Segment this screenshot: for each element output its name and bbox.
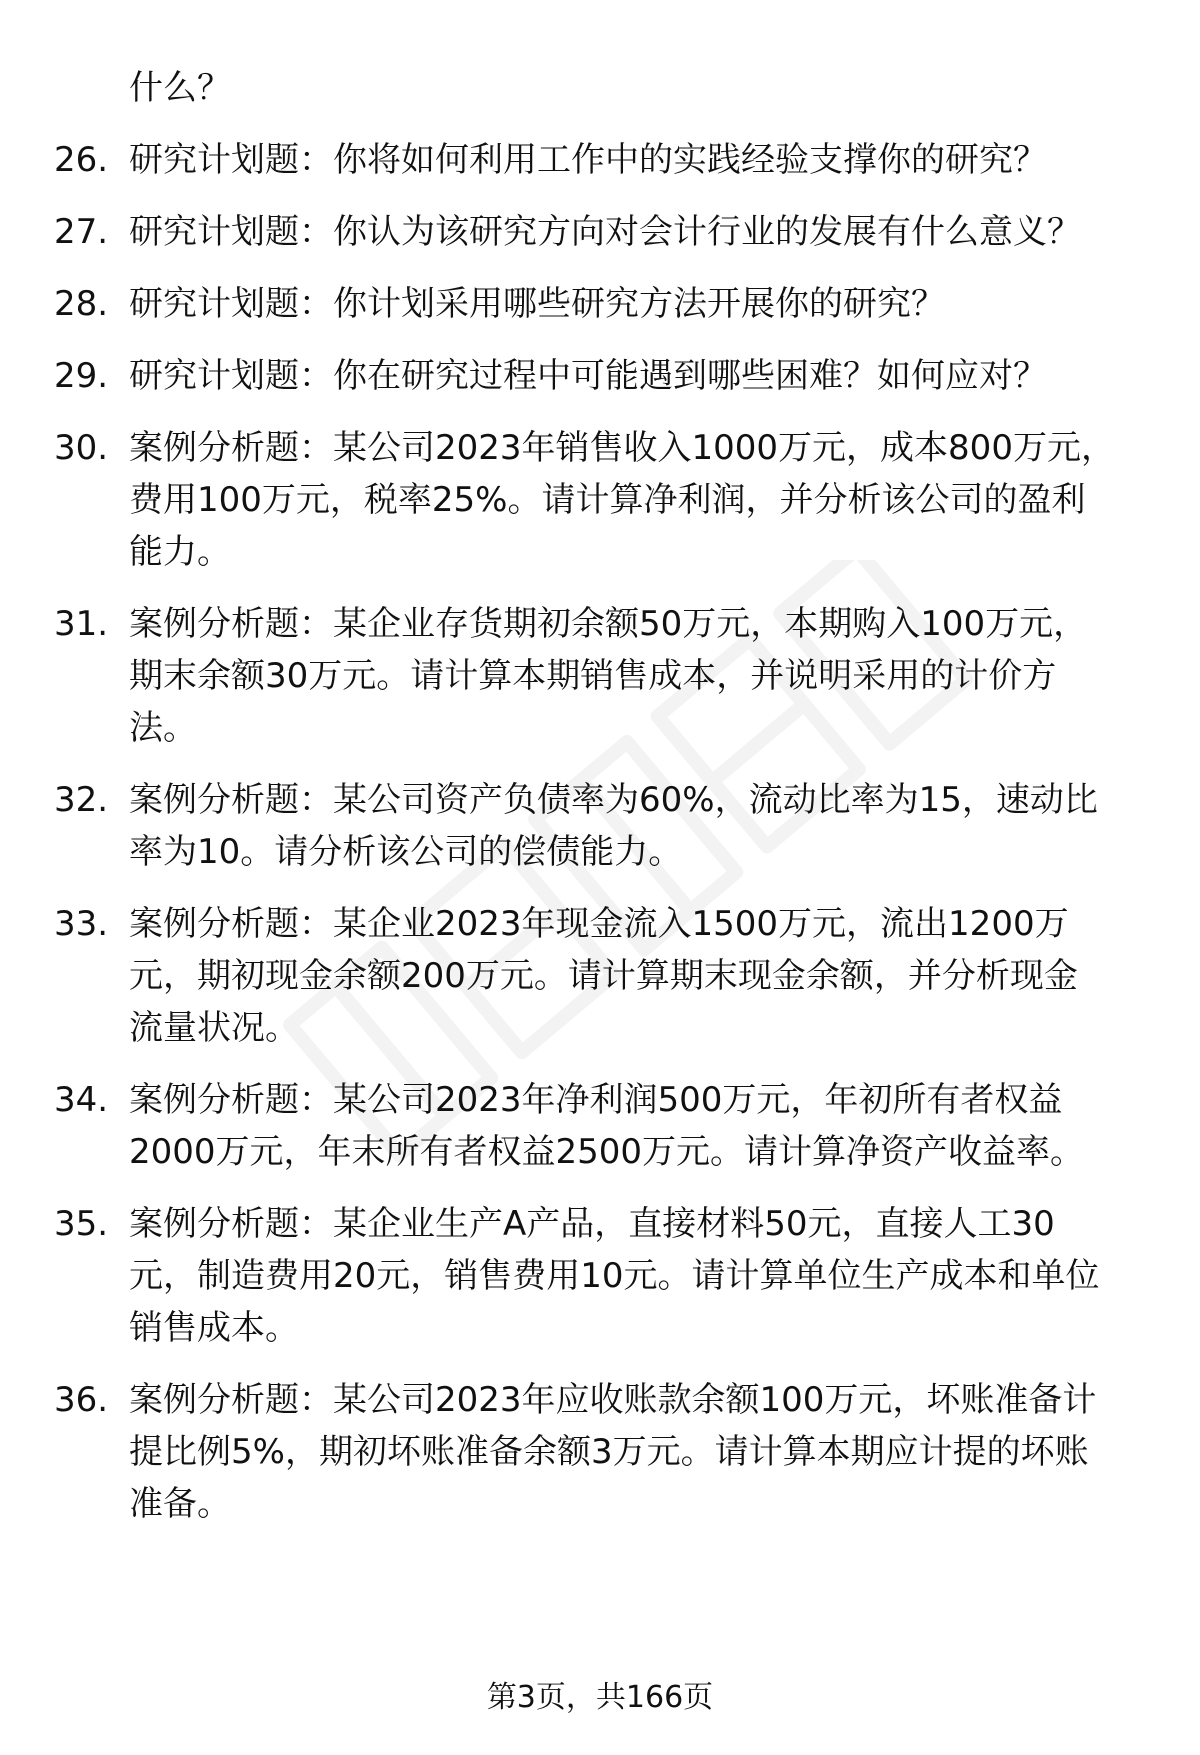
question-text: 案例分析题：某企业2023年现金流入1500万元，流出1200万 元，期初现金余额200万元。请计算期末现金余额，并分析现金 流量状况。 [129, 904, 1078, 1048]
question-text: 研究计划题：你认为该研究方向对会计行业的发展有什么意义？ [129, 212, 1081, 252]
question-item [54, 1074, 1164, 1178]
question-item [54, 898, 1164, 1054]
question-number: 30. [54, 428, 109, 468]
question-text: 案例分析题：某公司资产负债率为60%，流动比率为15，速动比 率为10。请分析该公司的偿债能力。 [129, 780, 1098, 872]
question-text: 研究计划题：你在研究过程中可能遇到哪些困难？如何应对？ [129, 356, 1047, 396]
question-item [54, 774, 1164, 878]
question-number: 26. [54, 140, 109, 180]
question-list [54, 62, 1164, 1550]
question-text: 研究计划题：你计划采用哪些研究方法开展你的研究？ [129, 284, 945, 324]
question-number: 34. [54, 1080, 109, 1120]
question-text: 案例分析题：某企业存货期初余额50万元，本期购入100万元， 期末余额30万元。请计算本期销售成本，并说明采用的计价方 法。 [129, 604, 1088, 748]
question-text: 研究计划题：你将如何利用工作中的实践经验支撑你的研究？ [129, 140, 1047, 180]
question-number: 28. [54, 284, 109, 324]
question-item [54, 598, 1164, 754]
question-item [54, 1374, 1164, 1530]
question-text: 案例分析题：某企业生产A产品，直接材料50元，直接人工30 元，制造费用20元，销售费用10元。请计算单位生产成本和单位 销售成本。 [129, 1204, 1100, 1348]
question-number: 36. [54, 1380, 109, 1420]
continuation-text: 什么？ [129, 68, 231, 108]
question-number: 31. [54, 604, 109, 644]
question-item [54, 1198, 1164, 1354]
question-text: 案例分析题：某公司2023年净利润500万元，年初所有者权益 2000万元，年末所有者权益2500万元。请计算净资产收益率。 [129, 1080, 1085, 1172]
question-number: 35. [54, 1204, 109, 1244]
question-number: 29. [54, 356, 109, 396]
question-item [54, 422, 1164, 578]
question-number: 33. [54, 904, 109, 944]
question-item [54, 350, 1164, 402]
question-number: 27. [54, 212, 109, 252]
question-item [54, 206, 1164, 258]
question-item [54, 278, 1164, 330]
page-footer: 第3页，共166页 [486, 1680, 714, 1715]
question-number: 32. [54, 780, 109, 820]
question-text: 案例分析题：某公司2023年应收账款余额100万元，坏账准备计 提比例5%，期初坏账准备余额3万元。请计算本期应计提的坏账 准备。 [129, 1380, 1097, 1524]
question-text: 案例分析题：某公司2023年销售收入1000万元，成本800万元， 费用100万元，税率25%。请计算净利润，并分析该公司的盈利 能力。 [129, 428, 1115, 572]
question-item [54, 134, 1164, 186]
